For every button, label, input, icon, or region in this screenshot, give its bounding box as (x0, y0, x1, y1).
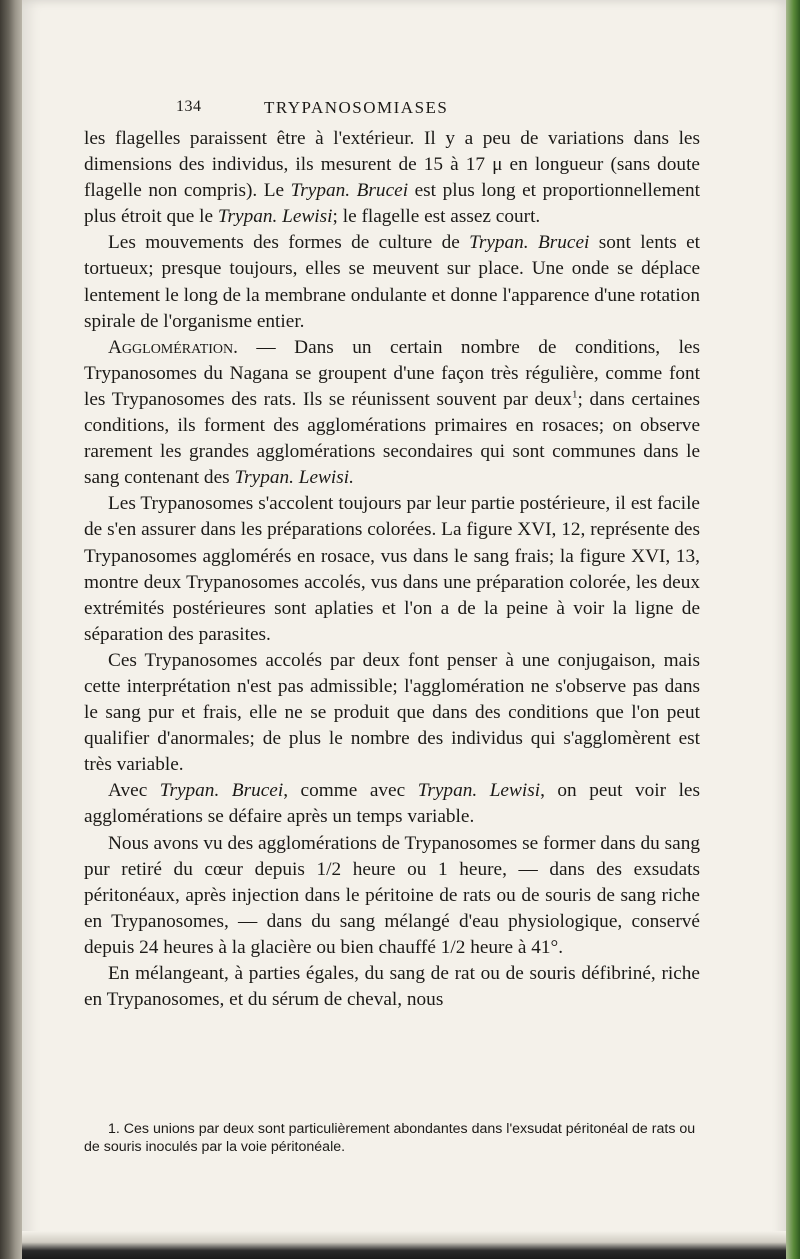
text-span: En mélangeant, à parties égales, du sang de rat ou de souris défibriné, riche en Trypanosomes, et du sérum de cheval, nous (84, 963, 700, 1011)
text-span: Ces Trypanosomes accolés par deux font penser à une conjugaison, mais cette interprétation n'est pas admissible; l'agglomération ne s'observe pas dans le sang pur et frais, elle ne se produit que dans des conditions que l'on peut qualifier d'anormales; de plus le nombre des individus qui s'agglomèrent est très variable. (84, 649, 700, 776)
text-span: les flagelles paraissent être à l'extérieur. Il y a peu de variations dans les dimensions des individus, ils mesurent de 15 à 17 μ en longueur (sans doute flagelle non compris). Le (84, 128, 700, 202)
body-text (84, 126, 700, 1013)
text-span: ; dans certaines conditions, ils forment des agglomérations primaires en rosaces; on observe rarement les grandes agglomérations secondaires qui sont communes dans le sang contenant des (84, 388, 700, 489)
text-span: , comme avec (283, 780, 418, 802)
page-header (176, 98, 700, 124)
paragraph-p2 (84, 230, 700, 334)
paragraph-p1 (84, 126, 700, 230)
page-number: 134 (176, 98, 202, 115)
footnote-ref: 1 (571, 388, 578, 401)
italic-span: Trypan. Lewisi (417, 780, 541, 802)
paragraph-p8 (84, 961, 700, 1013)
text-span: Les mouvements des formes de culture de (108, 232, 470, 254)
text-span: sont lents et tortueux; presque toujours, elles se meuvent sur place. Une onde se déplace lentement le long de la membrane ondulante et donne l'apparence d'une rotation spirale de l'organisme entier. (84, 232, 700, 332)
footnote-1: 1. Ces unions par deux sont particulièrement abondantes dans l'exsudat péritonéal de rats ou de souris inoculés par la voie péritonéale. (84, 1121, 696, 1155)
running-title: TRYPANOSOMIASES (264, 98, 449, 117)
italic-span: Trypan. Brucei (159, 780, 284, 802)
italic-span: Trypan. Lewisi (217, 206, 333, 228)
text-span: Avec (108, 780, 160, 802)
text-span: . — Dans un certain nombre de conditions, les Trypanosomes du Nagana se groupent d'une façon très régulière, comme font les Trypanosomes des rats. Ils se réunissent souvent par deux (84, 336, 700, 410)
paragraph-p4 (84, 491, 700, 648)
text-span: est plus long et proportionnellement plus étroit que le (84, 180, 700, 228)
text-span: Nous avons vu des agglomérations de Trypanosomes se former dans du sang pur retiré du cœur depuis 1/2 heure ou 1 heure, — dans des exsudats péritonéaux, après injection dans le péritoine de rats ou de souris de sang riche en Trypanosomes, — dans du sang mélangé d'eau physiologique, conservé depuis 24 heures à la glacière ou bien chauffé 1/2 heure à 41°. (84, 832, 700, 958)
italic-span: Trypan. Lewisi. (234, 467, 354, 489)
paragraph-p7 (84, 831, 700, 961)
text-span: Agglomération (108, 336, 234, 358)
book-edge-right (786, 0, 800, 1259)
italic-span: Trypan. Brucei (469, 232, 590, 254)
book-spine-left (0, 0, 22, 1259)
text-span: ; le flagelle est assez court. (332, 206, 541, 228)
italic-span: Trypan. Brucei (290, 180, 409, 202)
paragraph-p6 (84, 778, 700, 830)
page-bottom-edge (22, 1231, 786, 1259)
text-span: Les Trypanosomes s'accolent toujours par leur partie postérieure, il est facile de s'en assurer dans les préparations colorées. La figure XVI, 12, représente des Trypanosomes agglomérés en rosace, vus dans le sang frais; la figure XVI, 13, montre deux Trypanosomes accolés, vus dans une préparation colorée, les deux extrémités postérieures sont aplaties et l'on a de la peine à voir la ligne de séparation des parasites. (84, 493, 700, 645)
footnotes (84, 1121, 700, 1156)
paragraph-p3 (84, 335, 700, 492)
paragraph-p5 (84, 648, 700, 778)
text-span: , on peut voir les agglomérations se défaire après un temps variable. (84, 780, 700, 828)
